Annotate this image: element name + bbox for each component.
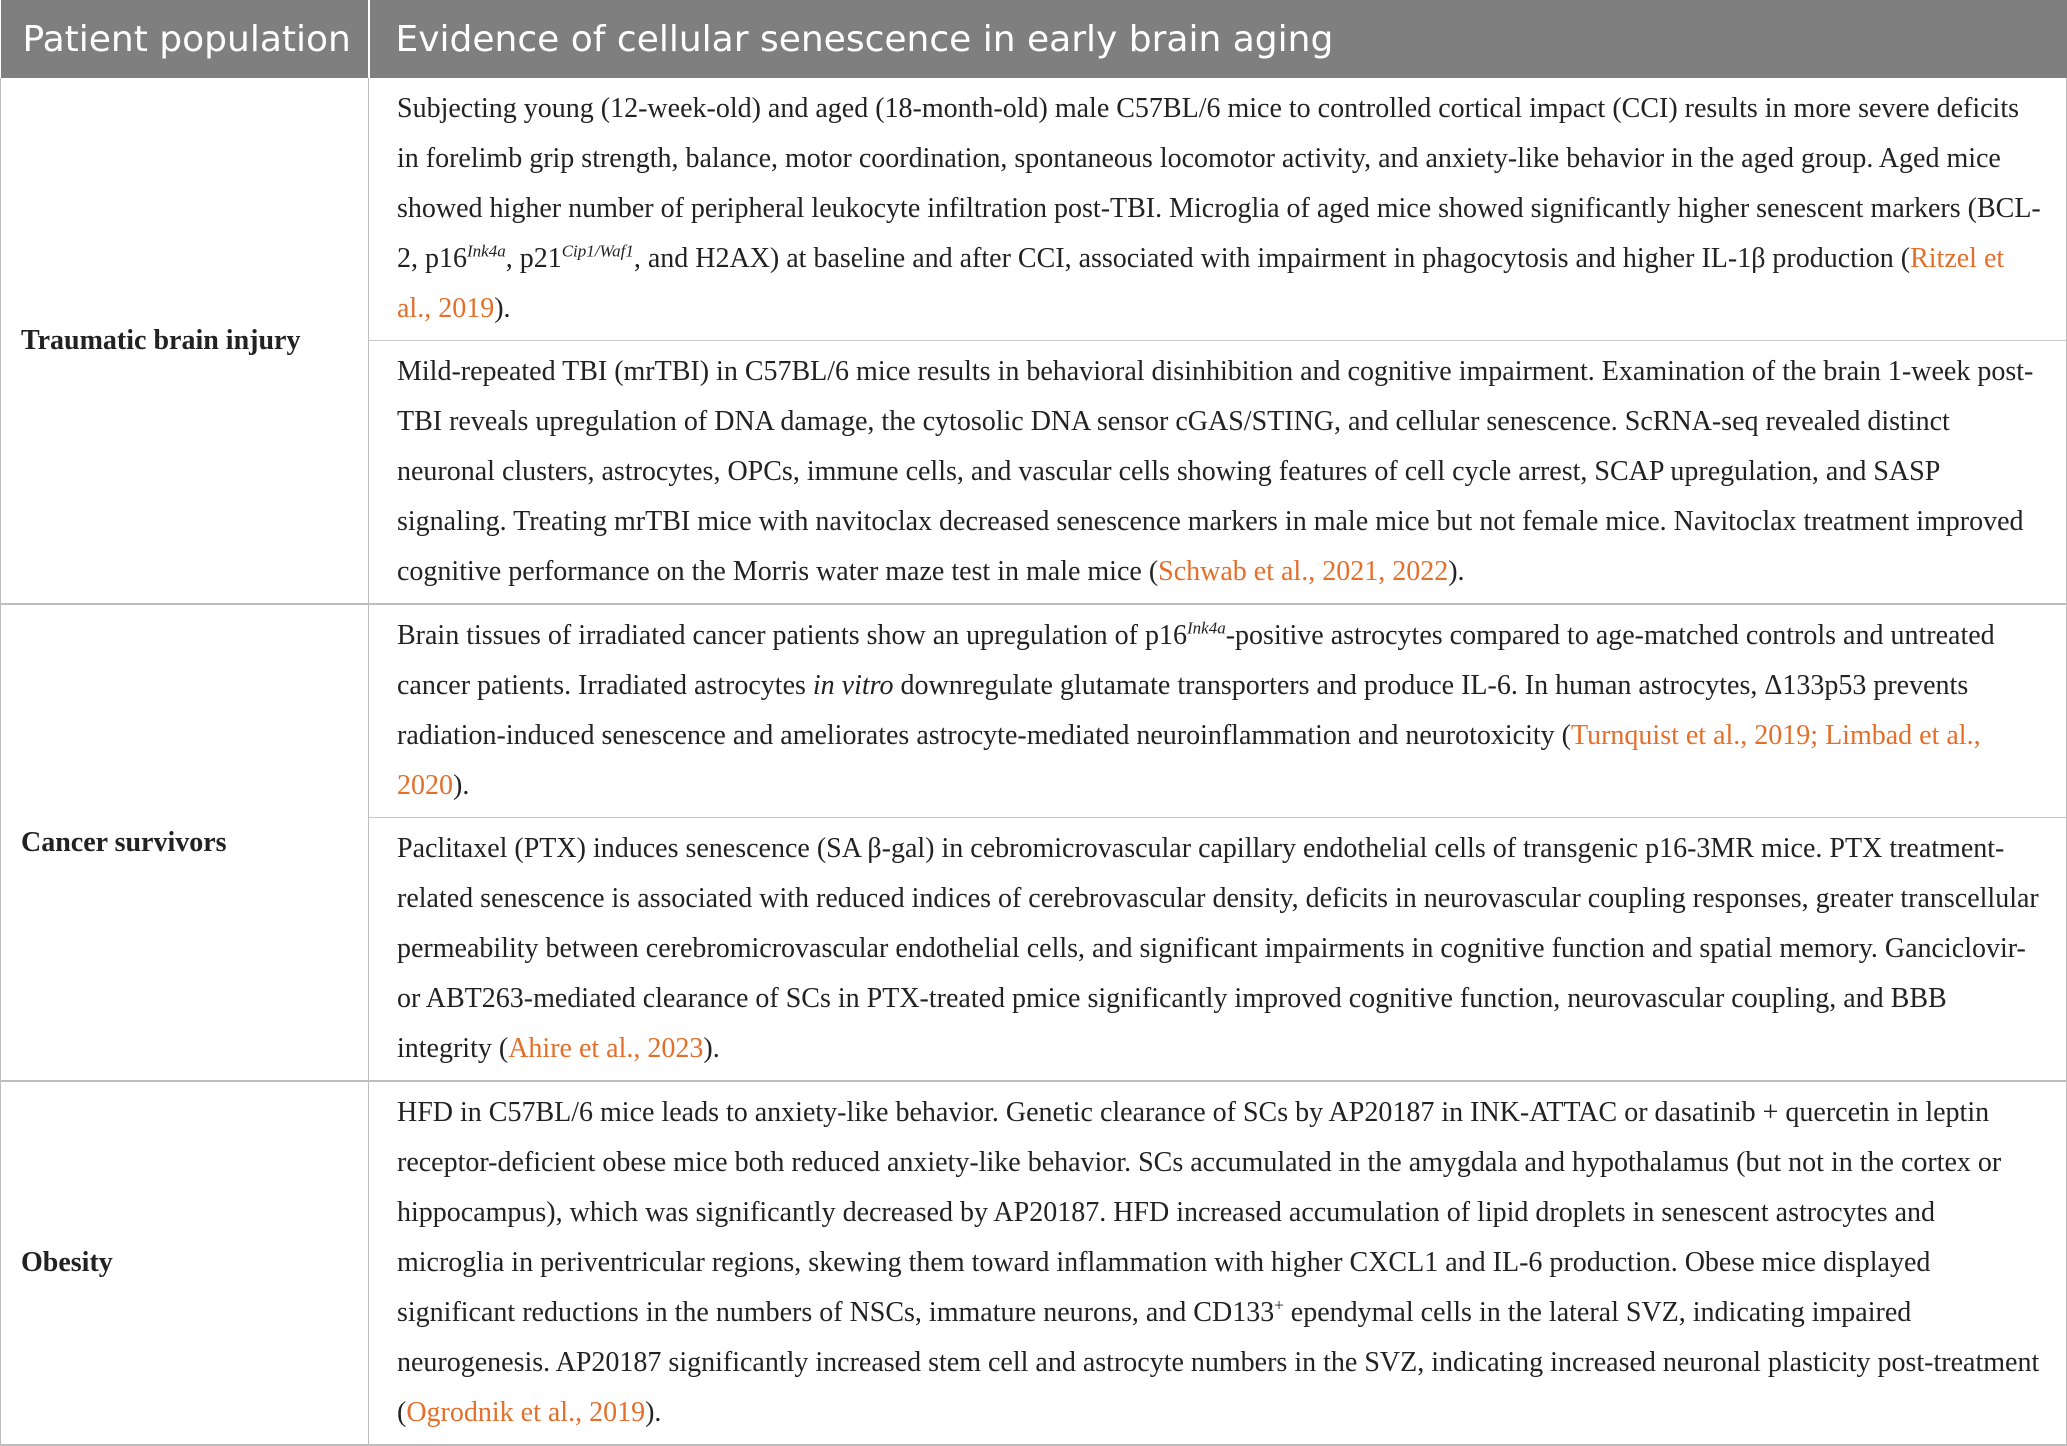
population-cell: Traumatic brain injury xyxy=(1,78,369,604)
evidence-text: ). xyxy=(1448,556,1465,587)
table-row xyxy=(1,1081,2067,1445)
header-evidence: Evidence of cellular senescence in early brain aging xyxy=(369,0,2067,78)
evidence-text: downregulate glutamate transporters and produce IL-6. In human astrocytes, Δ133p53 prevents radiation-induced senescence and ameliorates astrocyte-mediated neuroinflammation and neurotoxicity ( xyxy=(397,670,1969,751)
evidence-text: ). xyxy=(453,770,470,801)
superscript: + xyxy=(1274,1295,1284,1315)
italic-text: in vitro xyxy=(812,670,894,701)
citation-link[interactable]: Ahire et al., 2023 xyxy=(508,1033,704,1064)
evidence-text: Mild-repeated TBI (mrTBI) in C57BL/6 mice results in behavioral disinhibition and cognitive impairment. Examination of the brain 1-week post-TBI reveals upregulation of DNA damage, the cytosolic DNA sensor cGAS/STING, and cellular senescence. ScRNA-seq revealed distinct neuronal clusters, astrocytes, OPCs, immune cells, and vascular cells showing features of cell cycle arrest, SCAP upregulation, and SASP signaling. Treating mrTBI mice with navitoclax decreased senescence markers in male mice but not female mice. Navitoclax treatment improved cognitive performance on the Morris water maze test in male mice ( xyxy=(397,356,2034,587)
superscript: Cip1/Waf1 xyxy=(561,241,634,261)
evidence-text: ). xyxy=(703,1033,720,1064)
citation-link[interactable]: Ritzel et al., 2019 xyxy=(397,243,2005,324)
citation-link[interactable]: Schwab et al., 2021, 2022 xyxy=(1158,556,1449,587)
evidence-cell xyxy=(369,604,2067,818)
evidence-cell xyxy=(369,818,2067,1082)
population-cell: Obesity xyxy=(1,1081,369,1445)
evidence-text: ). xyxy=(645,1397,662,1428)
evidence-text: ). xyxy=(494,293,511,324)
superscript: Ink4a xyxy=(1187,618,1226,638)
evidence-text: , and H2AX) at baseline and after CCI, associated with impairment in phagocytosis and higher IL-1β production ( xyxy=(633,243,1911,274)
evidence-cell xyxy=(369,78,2067,341)
table-row xyxy=(1,604,2067,818)
evidence-text: HFD in C57BL/6 mice leads to anxiety-like behavior. Genetic clearance of SCs by AP20187 in INK-ATTAC or dasatinib + quercetin in leptin receptor-deficient obese mice both reduced anxiety-like behavior. SCs accumulated in the amygdala and hypothalamus (but not in the cortex or hippocampus), which was significantly decreased by AP20187. HFD increased accumulation of lipid droplets in senescent astrocytes and microglia in periventricular regions, skewing them toward inflammation with higher CXCL1 and IL-6 production. Obese mice displayed significant reductions in the numbers of NSCs, immature neurons, and CD133 xyxy=(397,1097,2002,1328)
superscript: Ink4a xyxy=(467,241,506,261)
citation-link[interactable]: Ogrodnik et al., 2019 xyxy=(406,1397,646,1428)
evidence-cell xyxy=(369,341,2067,605)
evidence-text: -positive astrocytes compared to age-matched controls and untreated cancer patients. Irradiated astrocytes xyxy=(397,620,1995,701)
citation-link[interactable]: Turnquist et al., 2019; Limbad et al., 2020 xyxy=(397,720,1981,801)
evidence-text: ependymal cells in the lateral SVZ, indicating impaired neurogenesis. AP20187 significantly increased stem cell and astrocyte numbers in the SVZ, indicating increased neuronal plasticity post-treatment ( xyxy=(397,1297,2040,1428)
table-row xyxy=(1,78,2067,341)
header-patient-population: Patient population xyxy=(1,0,369,78)
evidence-text: , p21 xyxy=(505,243,562,274)
header-row xyxy=(1,0,2067,78)
evidence-text: Brain tissues of irradiated cancer patients show an upregulation of p16 xyxy=(397,620,1187,651)
evidence-cell xyxy=(369,1081,2067,1445)
evidence-text: Subjecting young (12-week-old) and aged (18-month-old) male C57BL/6 mice to controlled cortical impact (CCI) results in more severe deficits in forelimb grip strength, balance, motor coordination, spontaneous locomotor activity, and anxiety-like behavior in the aged group. Aged mice showed higher number of peripheral leukocyte infiltration post-TBI. Microglia of aged mice showed significantly higher senescent markers (BCL-2, p16 xyxy=(397,93,2041,274)
evidence-text: Paclitaxel (PTX) induces senescence (SA β-gal) in cebromicrovascular capillary endothelial cells of transgenic p16-3MR mice. PTX treatment-related senescence is associated with reduced indices of cerebrovascular density, deficits in neurovascular coupling responses, greater transcellular permeability between cerebromicrovascular endothelial cells, and significant impairments in cognitive function and spatial memory. Ganciclovir-or ABT263-mediated clearance of SCs in PTX-treated pmice significantly improved cognitive function, neurovascular coupling, and BBB integrity ( xyxy=(397,833,2039,1064)
population-cell: Cancer survivors xyxy=(1,604,369,1081)
